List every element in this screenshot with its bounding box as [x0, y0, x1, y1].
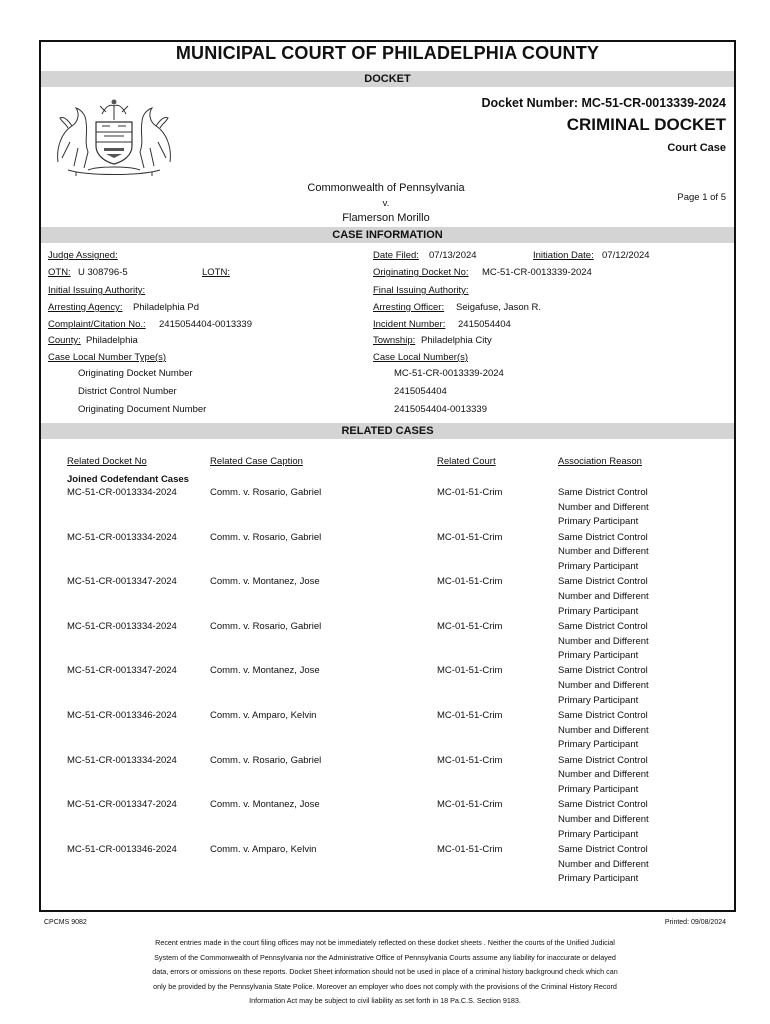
pennsylvania-seal-icon [48, 92, 180, 178]
otn-label: OTN: [48, 267, 71, 278]
related-docket-no: MC-51-CR-0013334-2024 [67, 531, 177, 543]
initial-issuing-authority-label: Initial Issuing Authority: [48, 285, 146, 296]
related-docket-no: MC-51-CR-0013334-2024 [67, 754, 177, 766]
county-value: Philadelphia [86, 335, 138, 346]
association-reason: Same District Control [558, 799, 648, 811]
association-reason: Primary Participant [558, 873, 639, 885]
column-header-docket: Related Docket No [67, 456, 147, 467]
joined-codefendant-label: Joined Codefendant Cases [67, 474, 189, 485]
local-number-value: 2415054404-0013339 [394, 404, 487, 415]
lotn-label: LOTN: [202, 267, 230, 278]
association-reason: Same District Control [558, 754, 648, 766]
printed-date: Printed: 09/08/2024 [664, 919, 726, 926]
local-number-value: MC-51-CR-0013339-2024 [394, 368, 504, 379]
page-indicator: Page 1 of 5 [677, 192, 726, 203]
initiation-date-value: 07/12/2024 [602, 250, 650, 261]
township-value: Philadelphia City [421, 335, 492, 346]
arresting-agency-label: Arresting Agency: [48, 302, 123, 313]
related-court: MC-01-51-Crim [437, 710, 503, 721]
association-reason: Primary Participant [558, 561, 639, 572]
association-reason: Number and Different [558, 590, 649, 602]
association-reason: Same District Control [558, 487, 648, 498]
local-number-type: Originating Document Number [78, 404, 207, 415]
association-reason: Number and Different [558, 680, 649, 692]
case-type: Court Case [667, 142, 726, 154]
related-case-caption: Comm. v. Rosario, Gabriel [210, 487, 322, 498]
township-label: Township: [373, 335, 416, 346]
related-court: MC-01-51-Crim [437, 531, 503, 543]
case-information-bar: CASE INFORMATION [41, 227, 734, 243]
county-label: County: [48, 335, 81, 346]
related-case-caption: Comm. v. Montanez, Jose [210, 665, 320, 677]
column-header-court: Related Court [437, 456, 496, 467]
caption-line-1: Commonwealth of Pennsylvania [307, 182, 465, 194]
column-header-caption: Related Case Caption [210, 456, 303, 467]
local-number-value: 2415054404 [394, 386, 447, 397]
disclaimer-line: System of the Commonwealth of Pennsylvania nor the Administrative Office of Pennsylvania Courts assume any liability for inaccurate or delayed [154, 952, 616, 962]
disclaimer-line: Recent entries made in the court filing offices may not be immediately reflected on these docket sheets . Neither the courts of the Unified Judicial [155, 938, 615, 947]
related-case-caption: Comm. v. Amparo, Kelvin [210, 843, 317, 855]
arresting-officer-label: Arresting Officer: [373, 302, 445, 313]
related-case-caption: Comm. v. Rosario, Gabriel [210, 620, 322, 632]
association-reason: Same District Control [558, 531, 648, 543]
incident-number-value: 2415054404 [458, 319, 511, 330]
complaint-citation-value: 2415054404-0013339 [159, 319, 252, 330]
association-reason: Number and Different [558, 501, 649, 513]
arresting-officer-value: Seigafuse, Jason R. [456, 302, 542, 313]
docket-bar: DOCKET [41, 71, 734, 87]
related-court: MC-01-51-Crim [437, 799, 503, 811]
association-reason: Primary Participant [558, 516, 639, 528]
association-reason: Primary Participant [558, 784, 639, 795]
disclaimer-line: only be provided by the Pennsylvania State Police. Moreover an employer who does not comply with the provisions of the Criminal History Record [153, 981, 617, 991]
association-reason: Primary Participant [558, 694, 639, 706]
related-case-caption: Comm. v. Amparo, Kelvin [210, 710, 317, 721]
date-filed-label: Date Filed: [373, 250, 419, 261]
docket-number: Docket Number: MC-51-CR-0013339-2024 [481, 96, 726, 110]
related-court: MC-01-51-Crim [437, 487, 503, 498]
related-court: MC-01-51-Crim [437, 576, 503, 588]
local-number-type: Originating Docket Number [78, 368, 193, 379]
case-local-number-types-label: Case Local Number Type(s) [48, 352, 167, 363]
related-court: MC-01-51-Crim [437, 754, 503, 766]
association-reason: Number and Different [558, 546, 649, 558]
related-docket-no: MC-51-CR-0013347-2024 [67, 799, 177, 811]
incident-number-label: Incident Number: [373, 319, 446, 330]
arresting-agency-value: Philadelphia Pd [133, 302, 200, 313]
association-reason: Same District Control [558, 576, 648, 588]
related-docket-no: MC-51-CR-0013347-2024 [67, 576, 177, 588]
related-docket-no: MC-51-CR-0013334-2024 [67, 620, 177, 632]
related-case-caption: Comm. v. Montanez, Jose [210, 799, 320, 811]
association-reason: Same District Control [558, 665, 648, 677]
association-reason: Number and Different [558, 635, 649, 647]
association-reason: Primary Participant [558, 739, 639, 751]
related-case-caption: Comm. v. Rosario, Gabriel [210, 531, 322, 543]
related-docket-no: MC-51-CR-0013347-2024 [67, 665, 177, 677]
related-docket-no: MC-51-CR-0013334-2024 [67, 487, 177, 498]
association-reason: Same District Control [558, 620, 648, 632]
otn-value: U 308796-5 [78, 267, 128, 278]
related-case-caption: Comm. v. Montanez, Jose [210, 576, 320, 588]
related-court: MC-01-51-Crim [437, 843, 503, 855]
association-reason: Number and Different [558, 858, 649, 870]
related-court: MC-01-51-Crim [437, 665, 503, 677]
association-reason: Number and Different [558, 724, 649, 736]
form-id: CPCMS 9082 [44, 919, 87, 926]
caption-line-3: Flamerson Morillo [342, 212, 430, 224]
case-local-numbers-label: Case Local Number(s) [373, 352, 469, 363]
date-filed-value: 07/13/2024 [429, 250, 477, 261]
complaint-citation-label: Complaint/Citation No.: [48, 319, 146, 330]
caption-line-2: v. [382, 198, 390, 209]
disclaimer-line: Information Act may be subject to civil liability as set forth in 18 Pa.C.S. Section 9183. [249, 996, 521, 1005]
related-cases-bar: RELATED CASES [41, 423, 734, 439]
related-case-caption: Comm. v. Rosario, Gabriel [210, 754, 322, 766]
association-reason: Number and Different [558, 813, 649, 825]
originating-docket-value: MC-51-CR-0013339-2024 [482, 267, 592, 278]
local-number-type: District Control Number [78, 386, 177, 397]
final-issuing-authority-label: Final Issuing Authority: [373, 285, 469, 296]
association-reason: Same District Control [558, 843, 648, 855]
association-reason: Primary Participant [558, 650, 639, 662]
originating-docket-label: Originating Docket No: [373, 267, 469, 278]
disclaimer-line: data, errors or omissions on these reports. Docket Sheet information should not be used in place of a criminal history background check which can [152, 967, 618, 976]
initiation-date-label: Initiation Date: [533, 250, 594, 261]
related-docket-no: MC-51-CR-0013346-2024 [67, 710, 177, 721]
association-reason: Number and Different [558, 769, 649, 781]
association-reason: Primary Participant [558, 605, 639, 617]
disclaimer [90, 936, 680, 1009]
court-title: MUNICIPAL COURT OF PHILADELPHIA COUNTY [175, 43, 600, 63]
docket-type: CRIMINAL DOCKET [566, 115, 726, 134]
related-docket-no: MC-51-CR-0013346-2024 [67, 843, 177, 855]
association-reason: Primary Participant [558, 828, 639, 840]
judge-assigned-label: Judge Assigned: [48, 250, 118, 261]
column-header-reason: Association Reason [558, 456, 642, 467]
association-reason: Same District Control [558, 710, 648, 721]
related-court: MC-01-51-Crim [437, 620, 503, 632]
